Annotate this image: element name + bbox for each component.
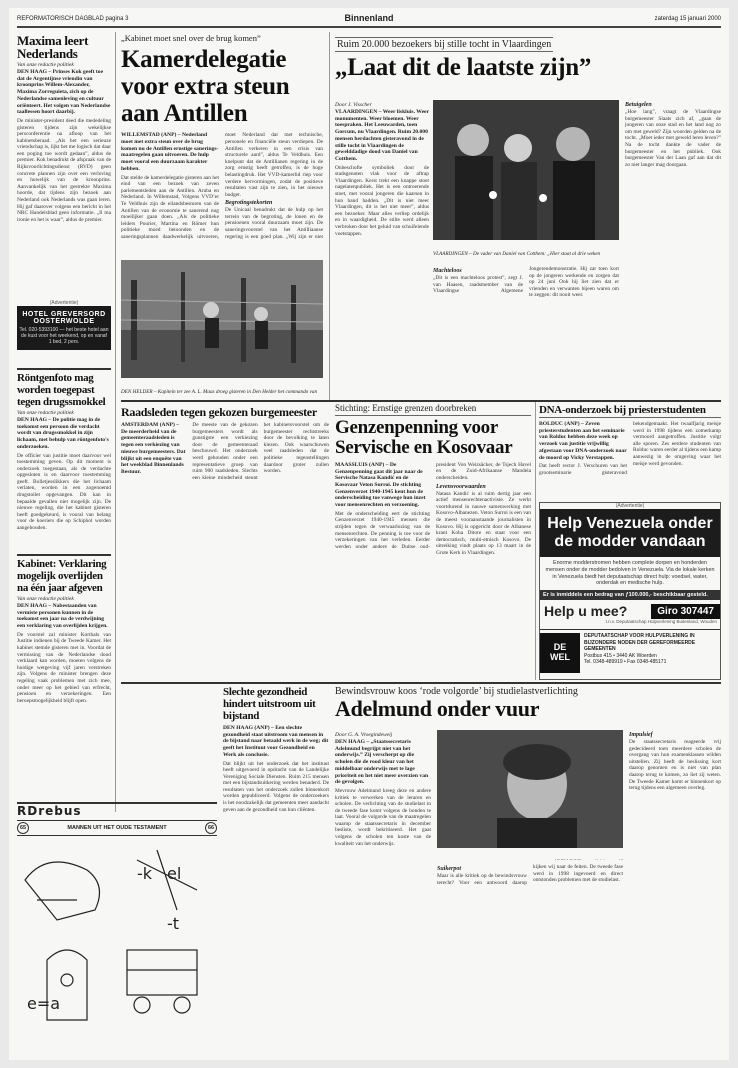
dewel-block [540,629,720,673]
puzzle-number-left: 65 [17,822,29,834]
subheading: Levensvoorwaarden [436,483,486,490]
rebus-puzzle [17,802,217,1052]
caption-vlaardingen [433,242,619,264]
column-rule [115,32,116,812]
rebus-glyph-d: el [167,864,182,883]
rebus-glyph-b: -t [167,914,180,933]
article-kosovo [335,404,531,676]
kicker: Stichting: Ernstige grenzen doorbreken [335,404,531,416]
help-question: Help u mee? [544,603,628,619]
byline: Van onze redactie politiek [17,410,74,416]
body-text: De minister-president deed die mededeling gisteren tijdens zijn wekelijkse persconferentie na afloop van het kabinetsberaad. „Als het een serieuze vriendschap is, lijkt het me logisch dat daar een poging toe wordt gedaan”, aldus de premier. Kok benadrukt de afspraak van de Rijksvoorlichtingsdienst (RVD) geen concrete plannen zijn over een verloving en huwelijk van de kroonprins. Aanvankelijk van het gestrekte Maxima hoorde, dat tijdens zijn bezoek aan Nederland ook Nederlands was gaan leren. Hij gaf daarover volgens een bericht in het NRC Handelsblad geen informatie. „Il ma ironie en het is waar”, aldus de premier. [17,117,111,223]
newspaper-page [9,8,729,1060]
ad-label: (Advertentie) [615,503,645,509]
ship-deck-illustration [121,260,323,378]
body-text: De meeste van de gekozen burgemeesters wordt als gunstigste een verkiezing door de gemeenteraad beschouwd. Het onderzoek werd gehouden onder een representatieve groep van ruim 900 raadsleden. Slechts een kleine minderheid steunt het kabinetsvoorstel om de burgemeester rechtstreeks door de bevolking te laten kiezen. Ook waarschuwen veel raadsleden dat de politieke tegenstellingen daardoor groter zullen worden. [192,422,329,481]
column-rule [535,400,536,680]
article-rontgen [17,372,111,550]
masthead [17,12,721,28]
org-name: DEPUTAATSCHAP VOOR HULPVERLENING IN BIJZONDERE NODEN DER GEREFORMEERDE GEMEENTEN [584,633,696,652]
byline: Door G. A. Vroegindeweij [335,732,393,738]
dewel-info [580,633,720,673]
masthead-date: zaterdag 15 januari 2000 [654,16,721,22]
body-text: De officier van justitie moet daarvoor wel toestemming geven. Op dit moment is onderzoek toegestaan, als de verdachte opgesloten is en daarvoor toestemming geeft. Bolletjesslikkers die het lichaam verlaten, worden in een zogenoemd drugstoilet opgevangen. Dit kan in bepaalde gevallen niet mogelijk zijn. De nieuwe regeling, die het kabinet gisteren heeft goedgekeurd, is vooral van belang voor de koeriers die op Schiphol worden aangehouden. [17,452,111,532]
article-overlijden [17,558,111,798]
body-text-2: Natasa Kandić is al ruim dertig jaar een actief mensenrechtenactiviste. Ze werkt voortdurend in nauwe samenwerking met Kosovo-Albanezen. Veton Surroi is een van de meest vooraanstaande journalisten in Kosovo. Hij is opgericht door de Albanese krant Koha Ditore en staat voor een democratisch, multi-etnisch Kosovo. De uitreiking vindt plaats op 13 maart in de Grote Kerk in Vlaardingen. [436,490,531,557]
body-text: Dat blijkt uit het onderzoek dat het instituut heeft uitgevoerd in opdracht van de Landelijke Vereniging Sociale Diensten. Ruim 215 mensen met een bijstandsuitkering werden benaderd. De resultaten van het onderzoek zullen binnenkort worden gepubliceerd. Volgens de onderzoekers is het noodzakelijk dat gemeenten meer aandacht geven aan de gezondheid van hun cliënten. [223,760,329,813]
section-divider [17,368,111,370]
article-dna [539,404,721,500]
adelmund-col2 [437,864,623,1056]
lead: BOLDUC (ANP) – Zeven priesterstudenten aan het seminarie van Rolduc hebben deze week op verzoek van justitie vrijwillig afgestaan voor DNA-onderzoek naar de moord op Vicky Verstappen. [539,421,627,461]
rebus-glyph-a: e=a [27,994,61,1013]
logo-bottom-text: WEL [550,652,570,662]
subheading: Impulsief [629,732,653,738]
rebus-glyph-c: -k [137,864,153,883]
body-text: Mevrouw Adelmund kreeg deze en andere kritiek te verwerken van de leraren en scholen. De verlichting van de studielast in de tweede fase komt volgens de bonden te laat. Vooral de volgorde van de maatregelen waarop de staatssecretaris in december besliste, wordt bekritiseerd. Het gaat volgens de scholen ten koste van de kwaliteit van het onderwijs. [335,787,431,847]
body-text: Dat heeft rector J. Verschuren van het grootseminarie gisteravond bekendgemaakt. Het twaalfjarig meisje werd in 1998 tijdens een zomerkamp vermoord aangetroffen. Justitie volgt alle sporen. Zes eerdere studenten van Rolduc waren eerder al tijdens een kamp aanwezig in de omgeving waar het meisje werd gevonden. [539,421,721,476]
venezuela-advertisement [539,502,721,680]
ad-text: Enorme modderstromen hebben complete dorpen en honderden mensen onder de modder bedolven in Venezuela. Via de lokale kerken in Venezuela biedt het deputaatschap direct hulp: voedsel, water, onderdak en medische hulp. [545,560,715,587]
lead: MAASSLUIS (ANP) – De Genzenpenning gaat dit jaar naar de Servische Natasa Kandić en de Kosovaar Veton Surroi. De stichting Genzenverzet 1940-1945 kent hun de onderscheiding toe vanwege hun inzet voor mensenrechten en verzoening. [335,461,426,509]
lead: DEN HAAG – De politie mag in de toekomst een persoon die verdacht wordt van drugssmokkel in zijn lichaam, met behulp van röntgenfoto's onderzoeken. [17,417,109,450]
section-divider [121,400,721,402]
kicker: Ruim 20.000 bezoekers bij stille tocht in Vlaardingen [337,39,552,50]
body-text: De voorstel zal minister Korthals van Justitie indienen bij de Tweede Kamer. Het kabinet stemde gisteren met in. Voordat de vermissing van de Nederlandse dood verklaard kan worden, moeten volgens de huidige wetgeving vijf jaren verstreken zijn. Volgens de minister brengen deze regeling vaak problemen met zich mee, onder meer op het gebied van erfrecht, pensioen en verzekeringen. Een beroepsmogelijkheid blijft open. [17,631,111,704]
byline: Van onze redactie politiek [17,596,74,602]
hotel-details: Tel. 020-5393100 — het beste hotel aan de kust voor het weekend, op en vanaf 1 bed, 2 pers. [19,327,109,345]
org-phone: Tel. 0348-489919 • Fax 0348-485171 [584,659,667,665]
adelmund-col3 [629,730,721,1056]
help-row [540,603,720,619]
lead: DEN HAAG – Nabestaanden van vermiste personen kunnen in de toekomst een jaar na de verdwijning een verklaring van overlijden krijgen. [17,603,108,630]
body-text-3: De staatssecretaris reageerde vrij gedecideerd toen meerdere scholen de overgang van hun examenklassen wilden uitstellen. Zij heeft de beslissing kort daarop genomen en is niet van plan daarop terug te komen, zo liet zij weten. De Tweede Kamer komt er binnenkort op terug tijdens een algemeen overleg. [629,739,721,792]
lead: WILLEMSTAD (ANP) – Nederland moet met extra steun over de brug komen nu de Antillen ernstige saneringsmaatregelen gaan uitvoeren. De hulp moet vooral een duurzaam karakter hebben. [121,132,219,172]
article-maxima [17,34,111,299]
section-divider [121,682,721,684]
article-adelmund-header [335,686,721,726]
hotel-name: HOTEL GREVERSORD OOSTERWOLDE [22,311,106,325]
masthead-section: Binnenland [344,13,394,23]
body-text: Dat stelde de kamerdelegatie gisteren aan het eind van een bezoek van zeven parlementsleden aan de Antillen. Aruba en Nederland. In Willemstad, Volgens VVD’er Te Veldhuis zijn de eilandsbesturen van de Antillen van de economie te sanerend nog moeilijker gaan doen. „Als de politieke leiders Pourier, Martina en Römer hun politieke moed betoonden en de saneringsplannen daadwerkelijk uitvoeren, moet Nederland dat met technische, personele en financiële steun verdiepen. De Antillen verkeren in een crisis van structurele aard”, aldus Te Veldhuis. Een knelpunt dat de Antillianen regering in de zorg ernstig heeft getroffen, is de hoge belastingdruk. Het VVD-kamerlid riep voor verdere hervormingen, zodat de positieve resultaten vast zijn te zien, in het nieuwe budget. [121,132,323,240]
headline: Maxima leert Nederlands [17,34,89,61]
column-rule [329,32,330,400]
subheading: Machteloos [433,268,462,274]
vlaardingen-col2 [433,266,619,394]
byline: Van onze redactie politiek [17,62,74,68]
headline: Genzenpenning voor Servische en Kosovaar [335,416,513,458]
headline: Raadsleden tegen gekozen burgemeester [121,406,317,419]
body-text-3: „Hoe lang”, vraagt de Vlaardingse burgemeester Slaats zich af, „gaan de jongeren van onze stad en het land nog zo om met geweld? Zijn woorden gelden na de tocht. „Moet ieder met geweld leren leven?” Na de tocht dankte de vader de burgemeester en het publiek. Ook burgemeester Van der Laan gaf aan dat dit zo niet langer mag doorgaan. [625,109,721,168]
caption-adelmund [437,850,623,860]
puzzle-number-right: 66 [205,822,217,834]
adelmund-portrait [437,730,623,848]
masthead-paper: REFORMATORISCH DAGBLAD pagina 3 [17,16,129,22]
body-text-2: De Unicaal benadrukt dat de hulp op het terrein van de begroting, de lonen en de pensioenen vooral duurzaam moet zijn. De saneringsvoorstel van het Antilliaanse regering is een goed plan. „Wij zijn er niet [225,207,323,240]
rebus-caption: MANNEN UIT HET OUDE TESTAMENT [67,825,167,831]
hotel-advertisement [17,300,111,364]
photo-vlaardingen [433,100,619,240]
photo-caption: DEN HELDER – Kapitein ter zee A. L. Maas droeg gisteren in Den Helder het commando van [121,389,318,395]
body-text: Met de onderscheiding eert de stichting Genzenverzet 1940-1945 mensen die strijden tegen de verwaarlozing van de mensenrechten. De penning is toe voor de verzekeringen van het verleden. Eerder werden onder andere de Duitse oud-president Von Weizsäcker, de Tsjech Havel en de Zuid-Afrikaanse Mandela onderscheiden. [335,461,531,550]
giro-number: Giro 307447 [651,604,720,619]
vlaardingen-col3 [625,100,721,396]
lead: DEN HAAG – Prinses Kok geeft toe dat de Argentijnse vriendin van kroonprins Willem-Alexander, Maxima Zorreguieta, zich op de Nederlandse samenleving en cultuur oriënteert. Het volgen van Nederlandse taallessen hoort daarbij. [17,69,111,116]
lead: VLAARDINGEN – Weer liskluis. Weer monumenten. Weer bloemen. Weer toespraken. Het Leeuwarden, toen Gorcum, nu Vlaardingen. Ruim 20.000 mensen herdachten gisteravond in de stille tocht in Vlaardingen de gewelddadige dood van Daniel van Cotthem. [335,109,429,162]
lead: AMSTERDAM (ANP) – De meerderheid van de gemeenteraadsleden is tegen een verkiezing van nieuwe burgemeesters. Dat blijkt uit een enquête van het weekblad Binnenlands Bestuur. [121,422,186,475]
headline: DNA-onderzoek bij priesterstudenten [539,404,721,418]
giro-subtext: t.n.v. Deputaatschap Hulpverlening Buitenland, Wouden [605,619,717,624]
kicker: „Kabinet moet snel over de brug komen” [121,34,261,43]
kicker: Bewindsvrouw koos ‘rode volgorde’ bij studielastverlichting [335,686,578,697]
subheading: Suikerpot [437,866,462,872]
article-burgemeesters [121,406,329,610]
lead: DEN HAAG (ANP) – Een slechte gezondheid staat uitstroom van mensen in de bijstand naar betaald werk in de weg; dit geeft het Instituut voor Gezondheid en Werk als conclusie. [223,725,329,758]
caption-den-helder [121,380,323,398]
logo-top-text: DE [553,642,567,653]
vlaardingen-col1 [335,100,429,396]
photo-caption [553,859,623,860]
rebus-title: RDrebus [17,804,82,818]
dewel-logo [540,633,580,673]
adelmund-col1 [335,730,431,1056]
headline: „Laat dit de laatste zijn” [335,54,592,81]
article-columns [121,132,323,242]
headline: Röntgenfoto mag worden toegepast tegen drugssmokkel [17,372,106,408]
headline: Kabinet: Verklaring mogelijk overlijden na één jaar afgeven [17,558,107,594]
subheading: Betuigelen [625,102,652,108]
photo-adelmund [437,730,623,848]
ad-label: (Advertentie) [49,300,79,306]
body-text-2: Maar is alle kritiek op de bewindsvrouw terecht? Voor een antwoord daarop kijken wij naar de feiten. De tweede fase werd in 1998 ingevoerd en direct ontstonden problemen met de studielast. [437,864,623,886]
byline: Door J. Visscher [335,102,372,108]
ad-banner: Help Venezuela onder de modder vandaan [540,509,720,557]
body-text-2: „Dit is een machteloos protest”, zegt J. van Haasen, raadsmember van de Vlaardingse Algemene Jongerendemonstratie. Hij zat toen kort op de jongeren werkende en zorgen dat op 24 juni Ook hij liet zien dat er vrienden en verwanten bijeen waren om te zeggen: dit nooit weer. [433,266,619,299]
photo-caption: VLAARDINGEN – De vader van Daniel van Cotthem: „Hier staat al drie weken [433,251,601,257]
hotel-ad-box [17,306,111,350]
lead: DEN HAAG – „Staatssecretaris Adelmund begrijpt niet van het onderwijs.” Zij verscherpt op die scholen die de rood kleur van het middelbaar onderwijs met te lage prioriteit en het niet meer overzien van de gevolgen. [335,739,429,786]
article-gezondheid [223,686,329,1056]
photo-den-helder [121,260,323,378]
headline: Slechte gezondheid hindert uitstroom uit bijstand [223,686,316,722]
ad-amount: Er is inmiddels een bedrag van ƒ100.000,- beschikbaar gesteld. [540,590,720,600]
body-text: Onbeschofte symboliek door de stadsgenoten vlak voor de aftrap Vlaardingen. Kerst trekt een knappe stoet nagelatenpubliek. Het is een ontroerende stoet, met vooral jongeren die kaarsen in hun hand hadden. „Dit is niet meer Vlaardingen, dit is het niet meer”, aldus een bezoeker. Maar alles verliep ordelijk en in waardigheid. De stilte werd alleen verbroken door het geluid van schuifelende voetstappen. [335,164,429,237]
headline: Adelmund onder vuur [335,696,540,721]
section-divider [17,554,111,556]
org-address: Postbus 415 • 3440 AK Woerden [584,652,657,659]
headline: Kamerdelegatie voor extra steun aan Antillen [121,46,290,128]
article-columns [335,462,531,672]
mourners-photo [433,100,619,240]
rebus-bar [17,820,217,836]
subheading: Begrotingstekorten [225,200,273,207]
